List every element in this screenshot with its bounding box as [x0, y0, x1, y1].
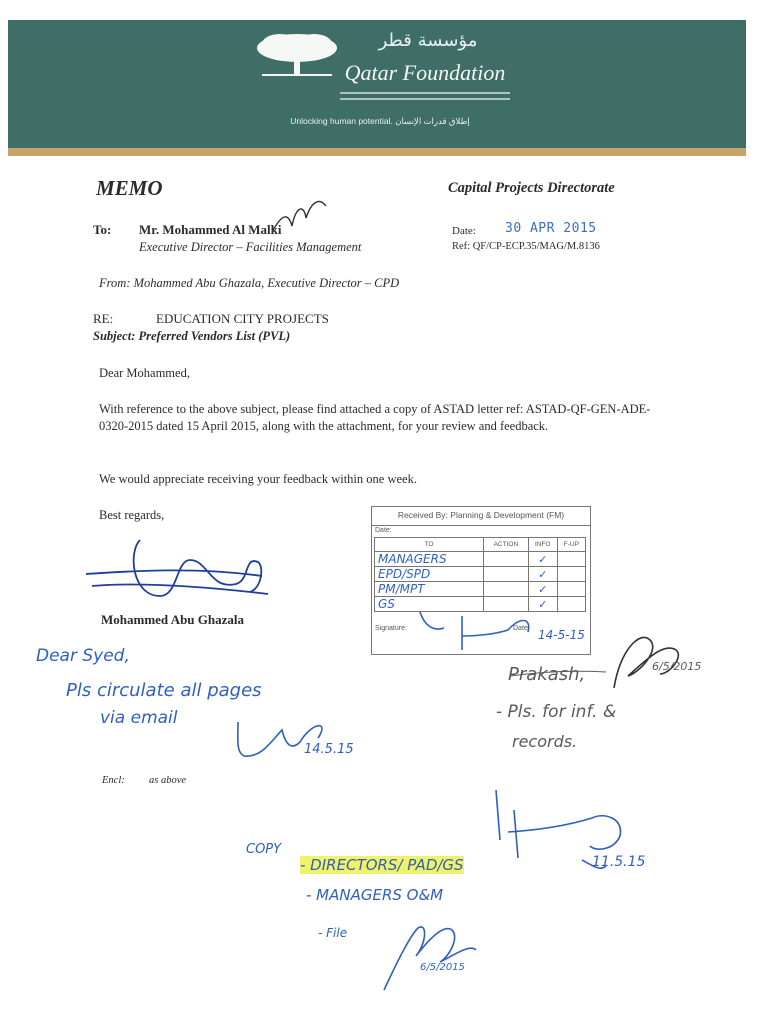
sender-signature [86, 540, 268, 596]
enclosure-value: as above [149, 775, 187, 786]
subject-line: Subject: Preferred Vendors List (PVL) [93, 329, 291, 343]
closing: Best regards, [99, 508, 165, 522]
routing-info-check: ✓ [528, 582, 557, 597]
greeting: Dear Mohammed, [99, 366, 190, 380]
note-records: records. [512, 732, 578, 751]
routing-recipient: PM/MPT [375, 582, 484, 597]
recipient-name: Mr. Mohammed Al Malki [139, 222, 282, 237]
copy-directors-text: - DIRECTORS/ PAD/GS [300, 856, 464, 874]
from-line: From: Mohammed Abu Ghazala, Executive Director – CPD [99, 276, 400, 290]
re-label: RE: [93, 311, 114, 326]
column-header: F-UP [557, 538, 585, 552]
stamp-signature-label: Signature: [375, 625, 407, 632]
stamp-initials [420, 612, 529, 650]
routing-recipient: GS [375, 597, 484, 612]
routing-info-check: ✓ [528, 552, 557, 567]
copy-managers: - MANAGERS O&M [306, 886, 444, 904]
copy-label: COPY [246, 842, 282, 857]
routing-info-check: ✓ [528, 567, 557, 582]
memo-title: MEMO [96, 176, 163, 200]
body-paragraph-2: We would appreciate receiving your feedback within one week. [99, 472, 417, 486]
column-header: ACTION [484, 538, 529, 552]
re-value: EDUCATION CITY PROJECTS [156, 311, 329, 326]
stamp-date-label: Date: [375, 527, 392, 534]
column-header: TO [375, 538, 484, 552]
note2-date: 6/5/2015 [652, 660, 702, 673]
routing-info-check: ✓ [528, 597, 557, 612]
banner-slogan: Unlocking human potential. إطلاق قدرات الإنسان [290, 116, 470, 126]
sender-name: Mohammed Abu Ghazala [101, 612, 245, 627]
column-header: INFO [528, 538, 557, 552]
note-via-email: via email [100, 708, 178, 728]
note-circulate: Pls circulate all pages [66, 680, 262, 701]
enclosure-label: Encl: [102, 775, 125, 786]
date-stamp: 30 APR 2015 [505, 221, 597, 236]
bottom-signature [384, 927, 476, 990]
bottom-date: 11.5.15 [592, 854, 646, 870]
routing-recipient: EPD/SPD [375, 567, 484, 582]
routing-recipient: MANAGERS [375, 552, 484, 567]
bottom-signature-date: 6/5/2015 [420, 962, 465, 973]
body-paragraph-1: With reference to the above subject, please find attached a copy of ASTAD letter ref: ASTAD-QF-GEN-ADE-0320-2015 dated 15 April 2015, along with the attachment, for your review and feedback. [99, 402, 651, 433]
stamp-date2-label: Date: [513, 625, 530, 632]
org-arabic-name: مؤسسة قطر [378, 30, 478, 51]
to-label: To: [93, 222, 112, 237]
recipient-title: Executive Director – Facilities Management [139, 240, 362, 254]
note-prakash: Prakash, [508, 664, 586, 685]
copy-file: - File [318, 926, 348, 940]
copy-directors [300, 856, 464, 874]
org-name: Qatar Foundation [344, 60, 506, 85]
stamp-title: Received By: Planning & Development (FM) [397, 510, 565, 520]
note-for-info: - Pls. for inf. & [496, 702, 617, 722]
department-name: Capital Projects Directorate [448, 180, 615, 196]
stamp-handwritten-date: 14-5-15 [538, 628, 585, 642]
note-dear-syed: Dear Syed, [36, 646, 130, 666]
date-label: Date: [452, 225, 476, 237]
note1-date: 14.5.15 [304, 742, 354, 757]
recipient-initial-signature [272, 202, 326, 232]
reference-number: Ref: QF/CP-ECP.35/MAG/M.8136 [452, 241, 600, 252]
